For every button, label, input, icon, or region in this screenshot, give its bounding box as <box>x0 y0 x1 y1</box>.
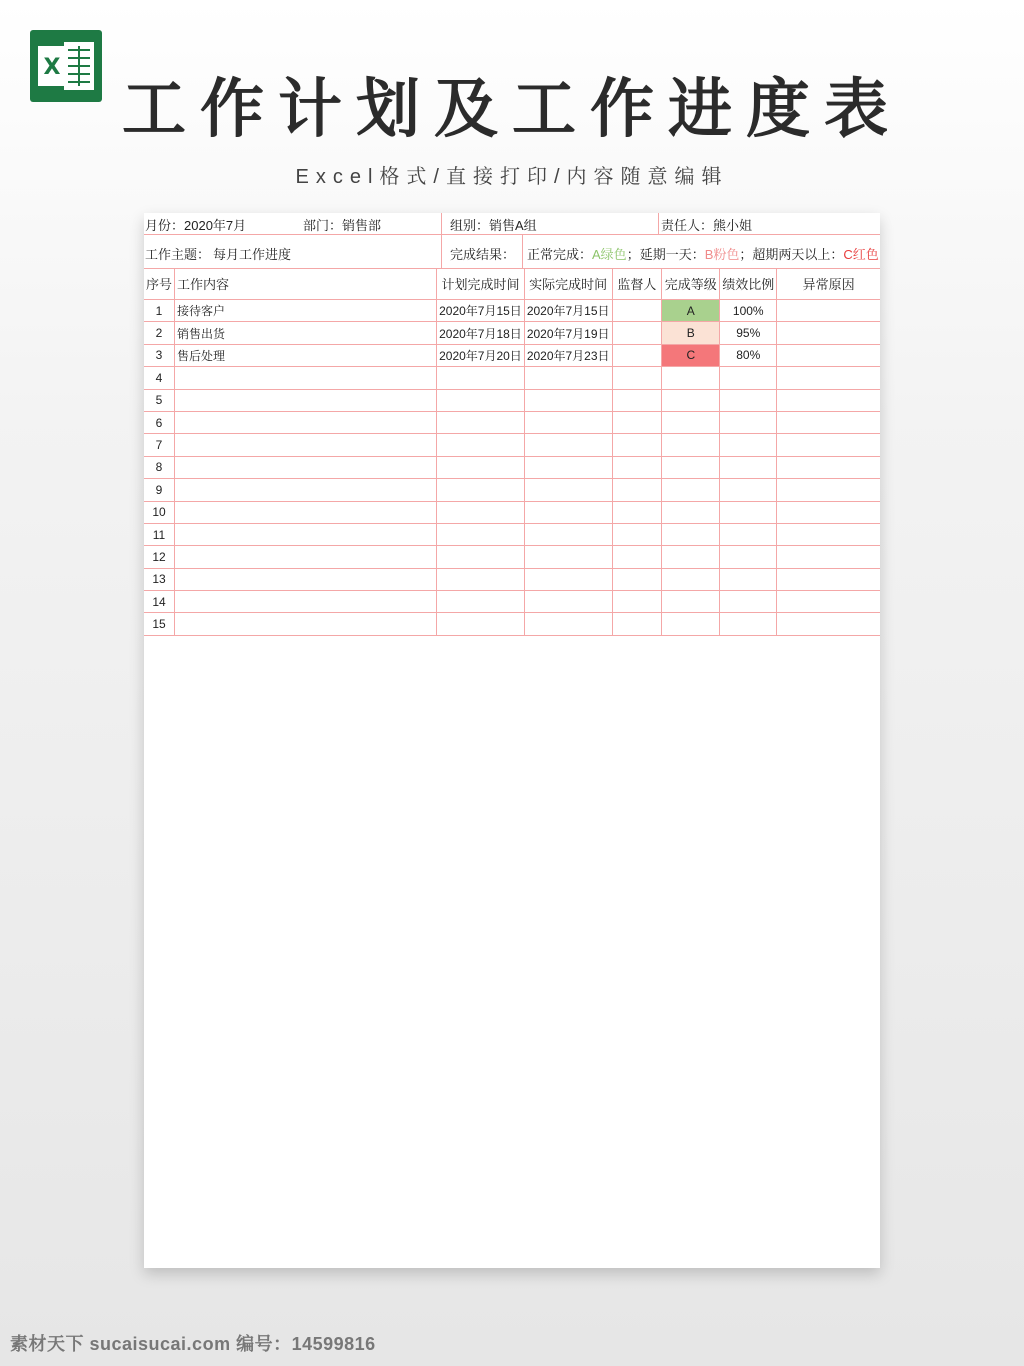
table-header-row <box>144 268 880 300</box>
cell-col-content[interactable] <box>175 523 437 545</box>
cell-col-content[interactable] <box>175 411 437 433</box>
cell-col-performance[interactable] <box>720 411 777 433</box>
cell-col-actual-date[interactable] <box>524 367 612 389</box>
table-row <box>144 501 880 523</box>
cell-col-index[interactable]: 6 <box>144 411 175 433</box>
cell-col-exception[interactable] <box>777 591 880 613</box>
cell-col-planned-date[interactable] <box>437 523 525 545</box>
cell-col-exception[interactable] <box>777 367 880 389</box>
normal-label: 正常完成： <box>527 247 593 262</box>
cell-col-content[interactable] <box>175 456 437 478</box>
cell-col-supervisor[interactable] <box>612 479 662 501</box>
cell-col-index[interactable]: 14 <box>144 591 175 613</box>
cell-col-planned-date[interactable]: 2020年7月15日 <box>437 300 525 322</box>
cell-col-index[interactable]: 1 <box>144 300 175 322</box>
header-col-index: 序号 <box>144 268 175 300</box>
header-col-supervisor: 监督人 <box>612 268 662 300</box>
cell-col-actual-date[interactable] <box>524 456 612 478</box>
cell-col-planned-date[interactable] <box>437 546 525 568</box>
cell-col-grade[interactable] <box>662 568 720 590</box>
cell-col-supervisor[interactable] <box>612 456 662 478</box>
cell-col-performance[interactable] <box>720 613 777 635</box>
cell-col-grade[interactable] <box>662 523 720 545</box>
table-row <box>144 523 880 545</box>
cell-col-content[interactable]: 销售出货 <box>175 322 437 344</box>
cell-col-grade[interactable] <box>662 367 720 389</box>
cell-col-performance[interactable]: 100% <box>720 300 777 322</box>
cell-col-performance[interactable] <box>720 367 777 389</box>
cell-col-exception[interactable] <box>777 456 880 478</box>
cell-col-supervisor[interactable] <box>612 367 662 389</box>
cell-col-performance[interactable] <box>720 479 777 501</box>
header-col-grade: 完成等级 <box>662 268 720 300</box>
watermark: 素材天下 sucaisucai.com 编号：14599816 <box>10 1334 376 1354</box>
cell-col-grade[interactable] <box>662 546 720 568</box>
overdue-label: 超期两天以上： <box>752 247 844 262</box>
cell-col-exception[interactable] <box>777 501 880 523</box>
cell-col-supervisor[interactable] <box>612 546 662 568</box>
cell-col-planned-date[interactable] <box>437 367 525 389</box>
cell-col-exception[interactable] <box>777 322 880 344</box>
cell-col-supervisor[interactable] <box>612 322 662 344</box>
owner-label: 责任人：熊小姐 <box>661 218 753 233</box>
cell-col-actual-date[interactable] <box>524 546 612 568</box>
table-row <box>144 322 880 344</box>
group-label: 组别：销售A组 <box>450 218 537 233</box>
cell-col-actual-date[interactable] <box>524 411 612 433</box>
cell-col-actual-date[interactable] <box>524 613 612 635</box>
cell-col-supervisor[interactable] <box>612 389 662 411</box>
cell-col-actual-date[interactable]: 2020年7月23日 <box>524 344 612 366</box>
cell-col-supervisor[interactable] <box>612 523 662 545</box>
info-row-1 <box>144 213 880 235</box>
cell-col-planned-date[interactable] <box>437 389 525 411</box>
header-col-performance: 绩效比例 <box>720 268 777 300</box>
cell-col-performance[interactable]: 95% <box>720 322 777 344</box>
cell-col-exception[interactable] <box>777 389 880 411</box>
theme-value: 每月工作进度 <box>213 247 292 262</box>
cell-col-supervisor[interactable] <box>612 568 662 590</box>
spreadsheet <box>144 213 880 1268</box>
table-row <box>144 300 880 322</box>
page-subtitle: Excel格式/直接打印/内容随意编辑 <box>295 166 729 188</box>
cell-col-planned-date[interactable] <box>437 434 525 456</box>
table-row <box>144 591 880 613</box>
cell-col-index[interactable]: 2 <box>144 322 175 344</box>
cell-col-supervisor[interactable] <box>612 591 662 613</box>
header-col-exception: 异常原因 <box>777 268 880 300</box>
cell-col-performance[interactable] <box>720 434 777 456</box>
cell-col-performance[interactable] <box>720 523 777 545</box>
cell-col-index[interactable]: 13 <box>144 568 175 590</box>
cell-col-actual-date[interactable] <box>524 434 612 456</box>
table-row <box>144 546 880 568</box>
cell-col-grade[interactable] <box>662 434 720 456</box>
excel-logo-letter: X <box>43 55 61 80</box>
cell-col-exception[interactable] <box>777 523 880 545</box>
cell-col-planned-date[interactable] <box>437 456 525 478</box>
cell-col-content[interactable] <box>175 613 437 635</box>
cell-col-planned-date[interactable] <box>437 501 525 523</box>
cell-col-content[interactable] <box>175 501 437 523</box>
cell-col-index[interactable]: 3 <box>144 344 175 366</box>
result-label: 完成结果： <box>450 247 516 262</box>
cell-col-planned-date[interactable] <box>437 568 525 590</box>
cell-col-content[interactable]: 接待客户 <box>175 300 437 322</box>
cell-col-grade[interactable] <box>662 613 720 635</box>
cell-col-supervisor[interactable] <box>612 501 662 523</box>
cell-col-index[interactable]: 7 <box>144 434 175 456</box>
cell-col-performance[interactable] <box>720 456 777 478</box>
cell-col-supervisor[interactable] <box>612 613 662 635</box>
cell-col-content[interactable] <box>175 591 437 613</box>
theme-label: 工作主题： <box>145 247 211 262</box>
cell-col-exception[interactable] <box>777 434 880 456</box>
delay-label: 延期一天： <box>639 247 705 262</box>
cell-col-content[interactable] <box>175 479 437 501</box>
delay-value: B粉色 <box>704 247 740 262</box>
cell-col-performance[interactable] <box>720 501 777 523</box>
table-row <box>144 613 880 635</box>
cell-col-planned-date[interactable] <box>437 591 525 613</box>
overdue-value: C红色 <box>843 247 879 262</box>
cell-col-content[interactable] <box>175 434 437 456</box>
cell-col-supervisor[interactable] <box>612 434 662 456</box>
page-title: 工作计划及工作进度表 <box>122 73 902 147</box>
cell-col-content[interactable] <box>175 367 437 389</box>
cell-col-planned-date[interactable] <box>437 479 525 501</box>
cell-col-supervisor[interactable] <box>612 411 662 433</box>
normal-value: A绿色 <box>592 247 627 262</box>
cell-col-grade[interactable] <box>662 389 720 411</box>
cell-col-index[interactable]: 4 <box>144 367 175 389</box>
cell-col-grade[interactable]: B <box>662 322 720 344</box>
cell-col-index[interactable]: 12 <box>144 546 175 568</box>
cell-col-planned-date[interactable] <box>437 613 525 635</box>
cell-col-exception[interactable] <box>777 568 880 590</box>
table-row <box>144 411 880 433</box>
department-label: 部门：销售部 <box>303 218 382 233</box>
table-row <box>144 344 880 366</box>
cell-col-actual-date[interactable] <box>524 591 612 613</box>
cell-col-grade[interactable]: C <box>662 344 720 366</box>
cell-col-index[interactable]: 15 <box>144 613 175 635</box>
month-label: 月份：2020年7月 <box>145 218 247 233</box>
cell-col-index[interactable]: 11 <box>144 523 175 545</box>
table-row <box>144 479 880 501</box>
header-col-actual-date: 实际完成时间 <box>524 268 612 300</box>
cell-col-supervisor[interactable] <box>612 300 662 322</box>
cell-col-index[interactable]: 10 <box>144 501 175 523</box>
cell-col-content[interactable] <box>175 546 437 568</box>
cell-col-grade[interactable] <box>662 591 720 613</box>
cell-col-actual-date[interactable] <box>524 523 612 545</box>
cell-col-actual-date[interactable]: 2020年7月15日 <box>524 300 612 322</box>
cell-col-planned-date[interactable]: 2020年7月20日 <box>437 344 525 366</box>
table-row <box>144 568 880 590</box>
cell-col-exception[interactable] <box>777 344 880 366</box>
table-row <box>144 434 880 456</box>
cell-col-supervisor[interactable] <box>612 344 662 366</box>
table-row <box>144 389 880 411</box>
cell-col-grade[interactable]: A <box>662 300 720 322</box>
progress-table <box>144 268 880 636</box>
cell-col-actual-date[interactable]: 2020年7月19日 <box>524 322 612 344</box>
cell-col-planned-date[interactable]: 2020年7月18日 <box>437 322 525 344</box>
cell-col-actual-date[interactable] <box>524 568 612 590</box>
cell-col-exception[interactable] <box>777 613 880 635</box>
cell-col-index[interactable]: 9 <box>144 479 175 501</box>
header-col-content: 工作内容 <box>175 268 437 300</box>
cell-col-exception[interactable] <box>777 546 880 568</box>
cell-col-actual-date[interactable] <box>524 501 612 523</box>
info-row-2 <box>144 235 880 269</box>
cell-col-performance[interactable] <box>720 389 777 411</box>
cell-col-content[interactable]: 售后处理 <box>175 344 437 366</box>
cell-col-grade[interactable] <box>662 456 720 478</box>
cell-col-exception[interactable] <box>777 479 880 501</box>
table-row <box>144 456 880 478</box>
cell-col-content[interactable] <box>175 389 437 411</box>
cell-col-performance[interactable] <box>720 546 777 568</box>
cell-col-actual-date[interactable] <box>524 479 612 501</box>
table-row <box>144 367 880 389</box>
cell-col-index[interactable]: 8 <box>144 456 175 478</box>
cell-col-planned-date[interactable] <box>437 411 525 433</box>
cell-col-index[interactable]: 5 <box>144 389 175 411</box>
cell-col-performance[interactable] <box>720 568 777 590</box>
cell-col-grade[interactable] <box>662 411 720 433</box>
cell-col-performance[interactable]: 80% <box>720 344 777 366</box>
cell-col-exception[interactable] <box>777 300 880 322</box>
cell-col-performance[interactable] <box>720 591 777 613</box>
cell-col-content[interactable] <box>175 568 437 590</box>
header-col-planned-date: 计划完成时间 <box>437 268 525 300</box>
cell-col-exception[interactable] <box>777 411 880 433</box>
cell-col-grade[interactable] <box>662 479 720 501</box>
result-legend: 正常完成：A绿色；延期一天：B粉色；超期两天以上：C红色 <box>527 247 879 262</box>
cell-col-grade[interactable] <box>662 501 720 523</box>
cell-col-actual-date[interactable] <box>524 389 612 411</box>
